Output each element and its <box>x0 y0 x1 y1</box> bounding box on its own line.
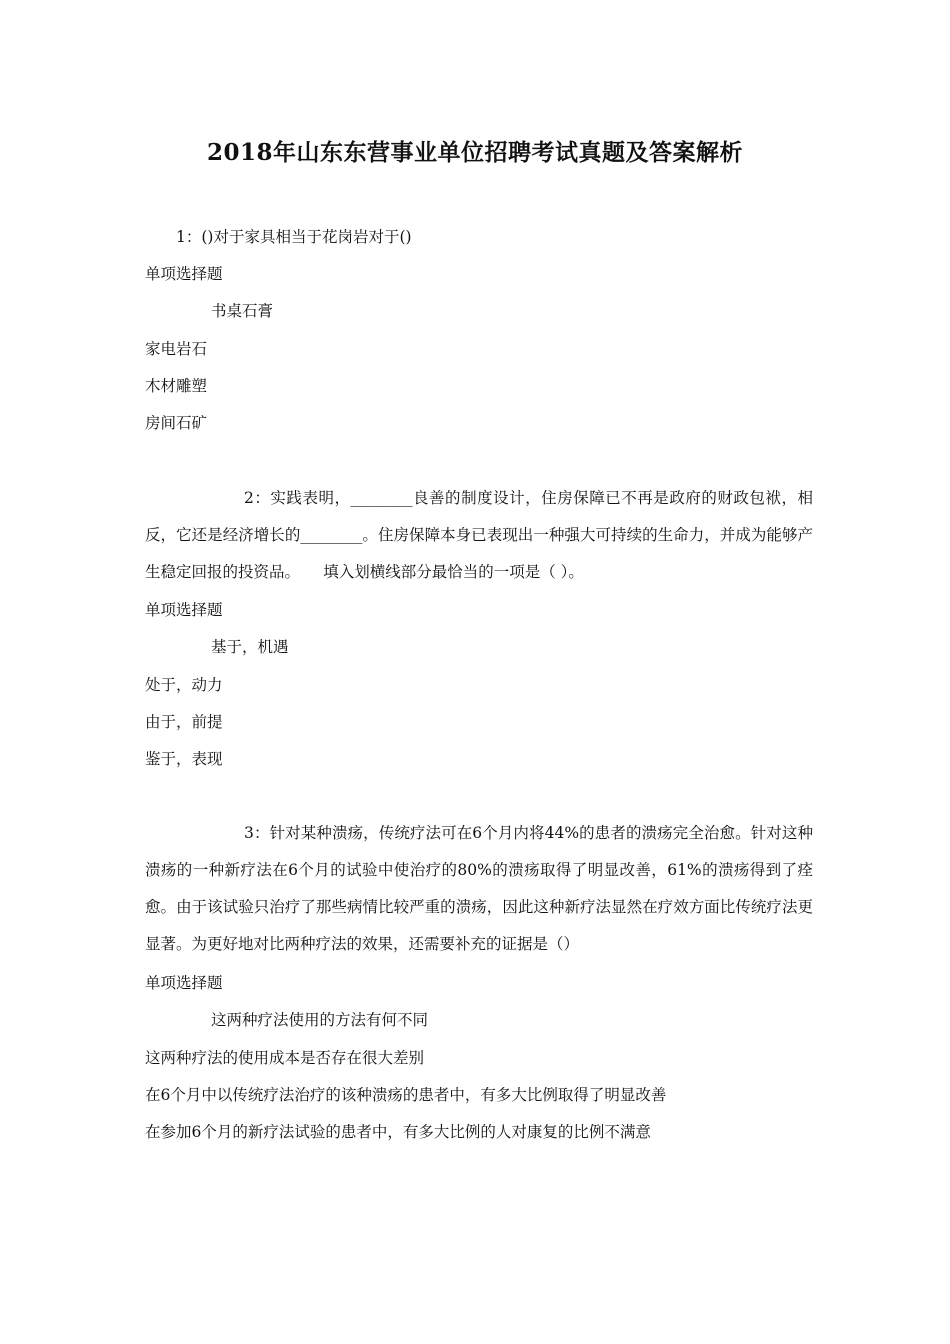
question-2-option-d[interactable]: 鉴于，表现 <box>145 750 223 768</box>
question-1-stem: ()对于家具相当于花岗岩对于() <box>201 228 412 246</box>
question-3-stem: 针对某种溃疡，传统疗法可在6个月内将44%的患者的溃疡完全治愈。针对这种溃疡的一种新疗法在6个月的试验中使治疗的80%的溃疡取得了明显改善，61%的溃疡得到了痊愈。由于该试验只治疗了那些病情比较严重的溃疡，因此这种新疗法显然在疗效方面比传统疗法更显著。为更好地对比两种疗法的效果，还需要补充的证据是（） <box>145 824 813 953</box>
question-3-option-a[interactable]: 这两种疗法使用的方法有何不同 <box>211 1011 429 1029</box>
question-2-stem: 实践表明，________良善的制度设计，住房保障已不再是政府的财政包袱，相反，它还是经济增长的________。住房保障本身已表现出一种强大可持续的生命力，并成为能够产生稳定回报的投资品。 填入划横线部分最恰当的一项是（ ）。 <box>145 489 813 581</box>
question-2-header <box>145 480 813 591</box>
question-1-option-b[interactable]: 家电岩石 <box>145 340 208 358</box>
question-3-option-b[interactable]: 这两种疗法的使用成本是否存在很大差别 <box>145 1049 425 1067</box>
question-3-type: 单项选择题 <box>145 974 223 992</box>
question-3-option-c[interactable]: 在6个月中以传统疗法治疗的该种溃疡的患者中，有多大比例取得了明显改善 <box>145 1086 667 1104</box>
question-1-number: 1： <box>176 228 202 246</box>
question-2-option-c[interactable]: 由于，前提 <box>145 713 223 731</box>
question-1-option-a[interactable]: 书桌石膏 <box>211 302 274 320</box>
question-3-option-d[interactable]: 在参加6个月的新疗法试验的患者中，有多大比例的人对康复的比例不满意 <box>145 1123 651 1141</box>
question-3-header <box>145 815 813 963</box>
question-1-option-d[interactable]: 房间石矿 <box>145 414 208 432</box>
question-1-option-c[interactable]: 木材雕塑 <box>145 377 208 395</box>
question-1-header <box>176 227 412 247</box>
question-3-number: 3： <box>244 824 270 842</box>
question-2-number: 2： <box>244 489 271 507</box>
question-2-option-a[interactable]: 基于，机遇 <box>211 638 289 656</box>
question-1-type: 单项选择题 <box>145 265 223 283</box>
question-2-option-b[interactable]: 处于，动力 <box>145 676 223 694</box>
question-2-type: 单项选择题 <box>145 601 223 619</box>
document-title: 2018年山东东营事业单位招聘考试真题及答案解析 <box>206 139 743 166</box>
